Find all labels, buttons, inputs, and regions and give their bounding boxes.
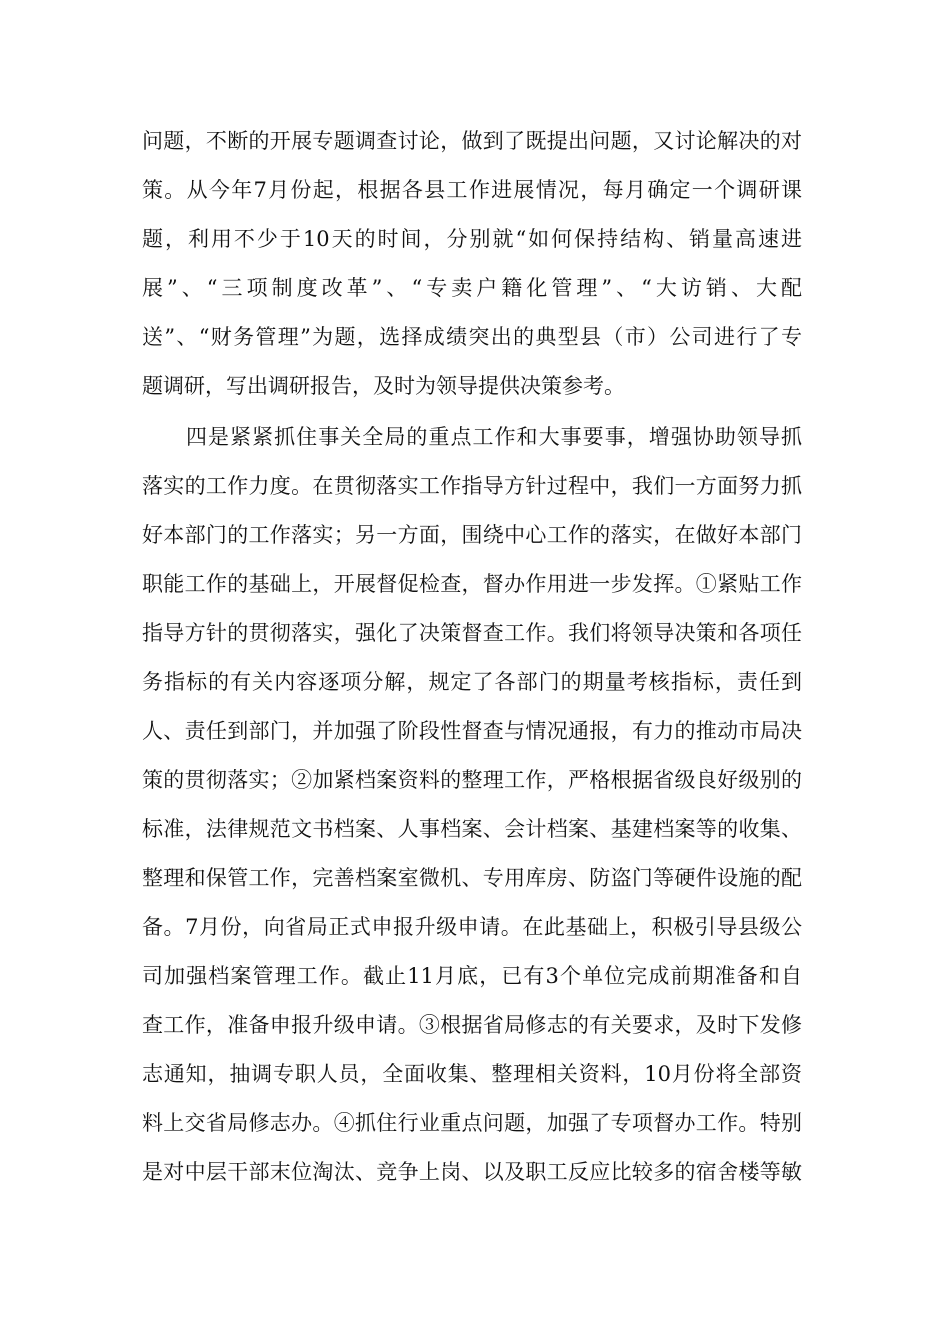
paragraph-line: 策的贯彻落实；②加紧档案资料的整理工作，严格根据省级良好级别的	[142, 768, 802, 792]
paragraph-line: 题，利用不少于10天的时间，分别就“如何保持结构、销量高速进	[142, 227, 802, 251]
paragraph-line: 志通知，抽调专职人员，全面收集、整理相关资料，10月份将全部资	[142, 1062, 802, 1086]
paragraph-line: 题调研，写出调研报告，及时为领导提供决策参考。	[142, 374, 625, 398]
paragraph-line: 好本部门的工作落实；另一方面，围绕中心工作的落实，在做好本部门	[142, 523, 802, 547]
paragraph-line: 职能工作的基础上，开展督促检查，督办作用进一步发挥。①紧贴工作	[142, 572, 802, 596]
paragraph-1	[142, 122, 802, 416]
paragraph-line: 料上交省局修志办。④抓住行业重点问题，加强了专项督办工作。特别	[142, 1111, 802, 1135]
paragraph-line: 送”、“财务管理”为题，选择成绩突出的典型县（市）公司进行了专	[142, 325, 802, 349]
paragraph-line: 整理和保管工作，完善档案室微机、专用库房、防盗门等硬件设施的配	[142, 866, 802, 890]
paragraph-line: 四是紧紧抓住事关全局的重点工作和大事要事，增强协助领导抓	[186, 425, 802, 449]
paragraph-line: 人、责任到部门，并加强了阶段性督查与情况通报，有力的推动市局决	[142, 719, 802, 743]
paragraph-line: 策。从今年7月份起，根据各县工作进展情况，每月确定一个调研课	[142, 178, 802, 202]
paragraph-line: 标准，法律规范文书档案、人事档案、会计档案、基建档案等的收集、	[142, 817, 802, 841]
paragraph-line: 落实的工作力度。在贯彻落实工作指导方针过程中，我们一方面努力抓	[142, 474, 802, 498]
paragraph-line: 备。7月份，向省局正式申报升级申请。在此基础上，积极引导县级公	[142, 915, 802, 939]
paragraph-line: 是对中层干部末位淘汰、竞争上岗、以及职工反应比较多的宿舍楼等敏	[142, 1160, 802, 1184]
paragraph-line: 问题，不断的开展专题调查讨论，做到了既提出问题，又讨论解决的对	[142, 129, 802, 153]
paragraph-line: 指导方针的贯彻落实，强化了决策督查工作。我们将领导决策和各项任	[142, 621, 802, 645]
paragraph-2	[142, 418, 802, 1202]
paragraph-line: 查工作，准备申报升级申请。③根据省局修志的有关要求，及时下发修	[142, 1013, 802, 1037]
paragraph-line: 务指标的有关内容逐项分解，规定了各部门的期量考核指标，责任到	[142, 670, 802, 694]
paragraph-line: 展”、“三项制度改革”、“专卖户籍化管理”、“大访销、大配	[142, 276, 802, 300]
paragraph-line: 司加强档案管理工作。截止11月底，已有3个单位完成前期准备和自	[142, 964, 802, 988]
